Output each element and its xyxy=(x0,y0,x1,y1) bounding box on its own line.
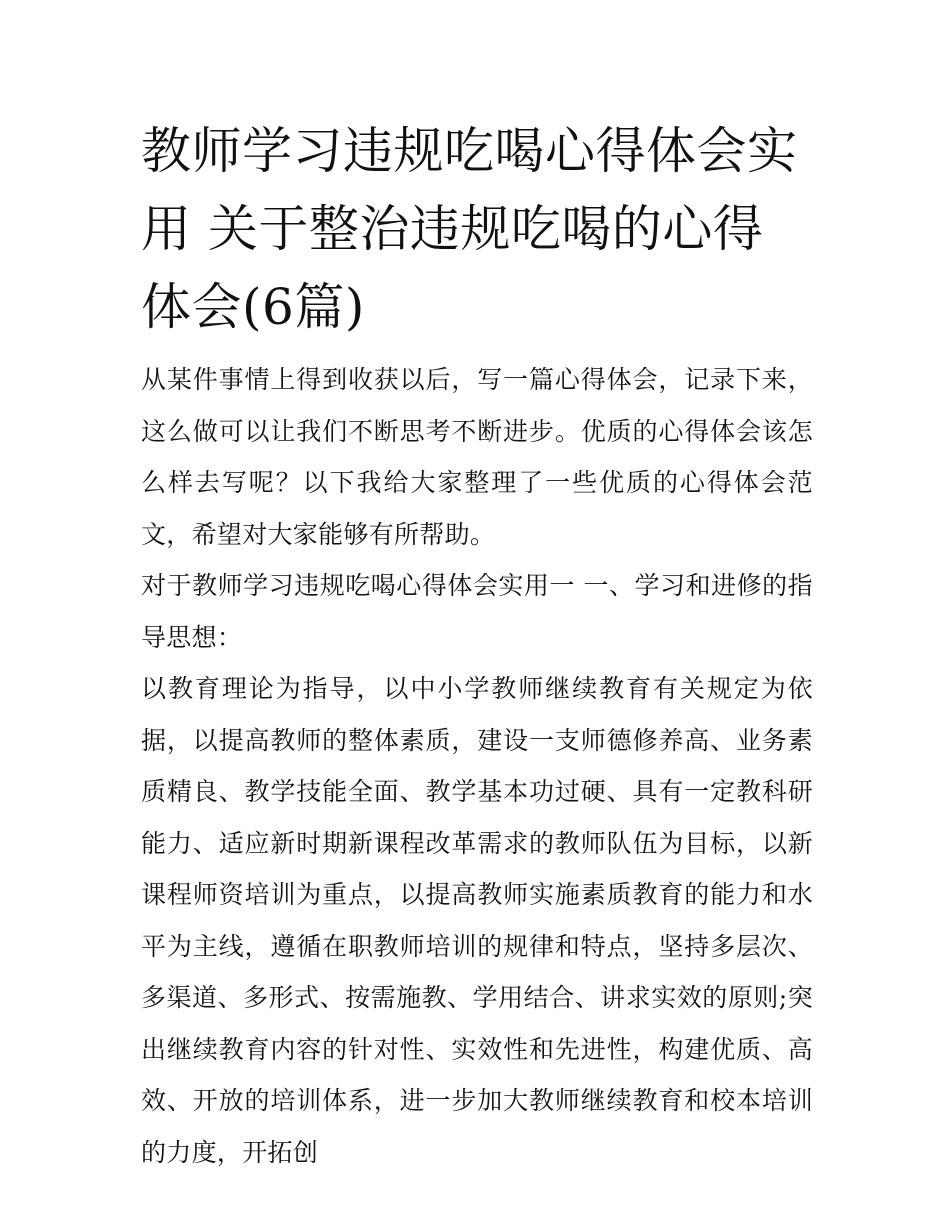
body-paragraph: 以教育理论为指导，以中小学教师继续教育有关规定为依据，以提高教师的整体素质，建设一支师德修养高、业务素质精良、教学技能全面、教学基本功过硬、具有一定教科研能力、适应新时期新课程改革需求的教师队伍为目标，以新课程师资培训为重点，以提高教师实施素质教育的能力和水平为主线，遵循在职教师培训的规律和特点，坚持多层次、多渠道、多形式、按需施教、学用结合、讲求实效的原则;突出继续教育内容的针对性、实效性和先进性，构建优质、高效、开放的培训体系，进一步加大教师继续教育和校本培训的力度，开拓创 xyxy=(141,674,813,1167)
document-title: 教师学习违规吃喝心得体会实用 关于整治违规吃喝的心得体会(6篇) xyxy=(141,122,798,336)
document-body xyxy=(141,112,813,1178)
section-heading-paragraph: 对于教师学习违规吃喝心得体会实用一 一、学习和进修的指导思想： xyxy=(141,571,813,652)
intro-paragraph: 从某件事情上得到收获以后，写一篇心得体会，记录下来，这么做可以让我们不断思考不断进步。优质的心得体会该怎么样去写呢？以下我给大家整理了一些优质的心得体会范文，希望对大家能够有所帮助。 xyxy=(141,365,813,549)
